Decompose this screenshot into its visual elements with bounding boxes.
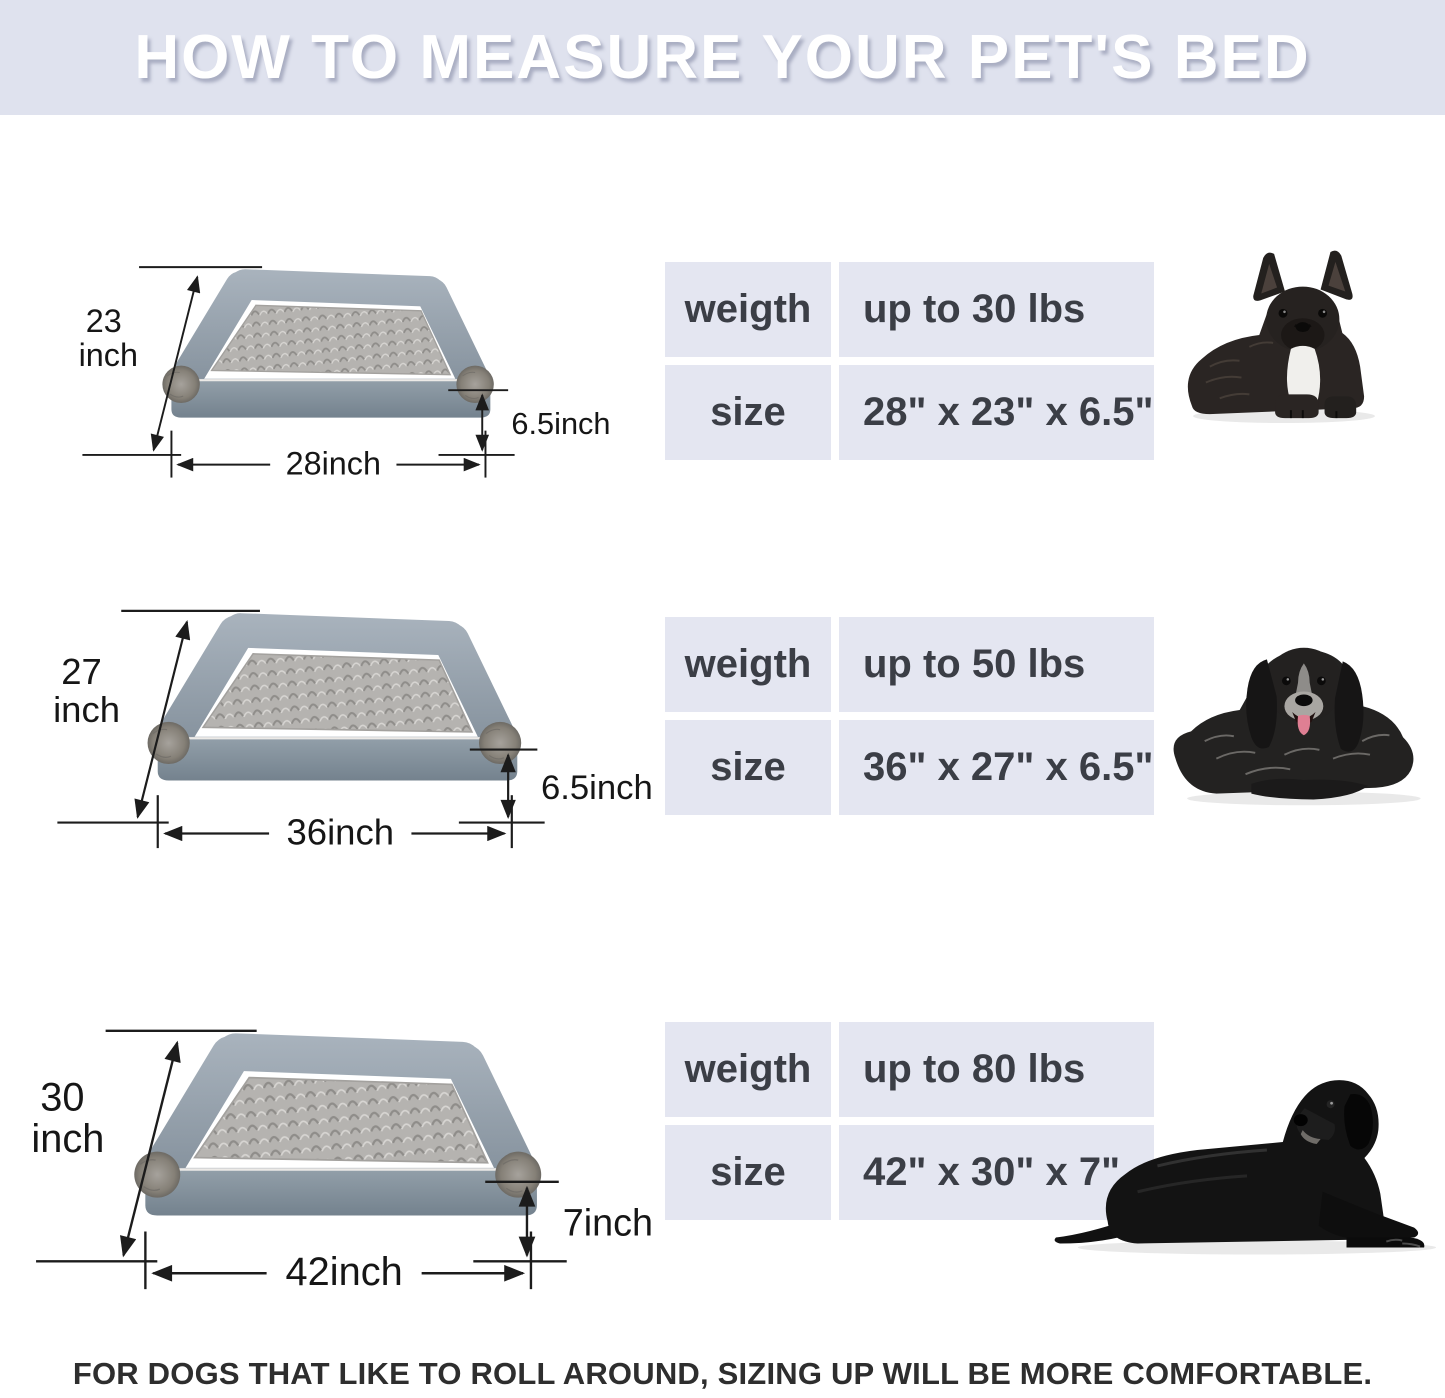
- weight-value: up to 30 lbs: [839, 262, 1154, 357]
- depth-dimension-label: 30 inch: [31, 1075, 105, 1162]
- dog-photo-french-bulldog: [1180, 248, 1388, 426]
- depth-dimension-label: 23 inch: [78, 302, 138, 373]
- weight-value: up to 80 lbs: [839, 1022, 1154, 1117]
- width-dimension-label: 36inch: [286, 811, 395, 853]
- height-dimension-label: 7inch: [562, 1202, 653, 1245]
- depth-dimension-label: 27 inch: [53, 650, 121, 731]
- bed-diagram-large: [6, 995, 722, 1313]
- bed-diagram-medium: [30, 578, 687, 870]
- bed-illustration: [162, 284, 493, 417]
- height-dimension-label: 6.5inch: [541, 768, 653, 807]
- size-label: size: [665, 1125, 831, 1220]
- width-dimension-label: 28inch: [285, 445, 381, 482]
- height-dimension-label: 6.5inch: [511, 405, 611, 441]
- weight-value: up to 50 lbs: [839, 617, 1154, 712]
- bed-illustration: [134, 1052, 541, 1215]
- size-value: 42" x 30" x 7": [839, 1125, 1154, 1220]
- size-value: 28" x 23" x 6.5": [839, 365, 1154, 460]
- footer-note: FOR DOGS THAT LIKE TO ROLL AROUND, SIZING UP WILL BE MORE COMFORTABLE.: [72, 1356, 1373, 1391]
- header-banner: [0, 0, 1445, 115]
- weight-label: weigth: [665, 617, 831, 712]
- dog-photo-black-labrador: [1048, 1042, 1445, 1257]
- bed-illustration: [148, 630, 522, 780]
- bed-diagram-small: [58, 238, 641, 497]
- size-label: size: [665, 365, 831, 460]
- weight-label: weigth: [665, 1022, 831, 1117]
- spec-table-medium: [665, 617, 1154, 815]
- spec-table-small: [665, 262, 1154, 460]
- size-label: size: [665, 720, 831, 815]
- size-value: 36" x 27" x 6.5": [839, 720, 1154, 815]
- dog-photo-cocker-spaniel: [1158, 612, 1440, 808]
- weight-label: weigth: [665, 262, 831, 357]
- page-title: HOW TO MEASURE YOUR PET'S BED: [134, 23, 1311, 92]
- width-dimension-label: 42inch: [285, 1250, 403, 1295]
